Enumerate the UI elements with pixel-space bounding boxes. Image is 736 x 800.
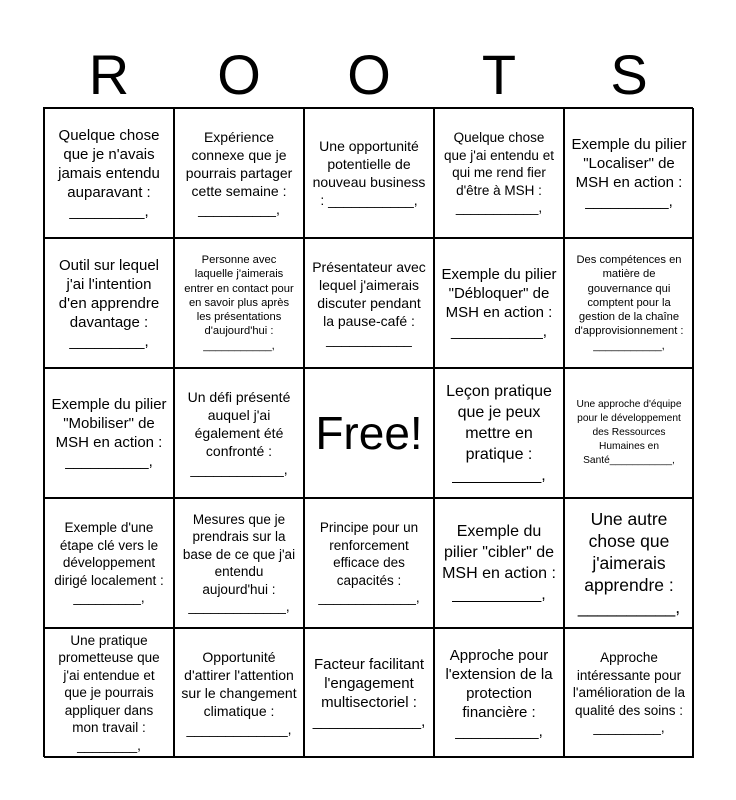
free-space[interactable]: Free! bbox=[304, 368, 434, 498]
bingo-cell[interactable]: Personne avec laquelle j'aimerais entrer en contact pour en savoir plus après les présentations d'aujourd'hui : ___________, bbox=[174, 238, 304, 368]
bingo-cell[interactable]: Outil sur lequel j'ai l'intention d'en apprendre davantage : _________, bbox=[44, 238, 174, 368]
bingo-cell[interactable]: Une opportunité potentielle de nouveau business : ___________, bbox=[304, 108, 434, 238]
bingo-cell[interactable]: Exemple d'une étape clé vers le développement dirigé localement : _________, bbox=[44, 498, 174, 628]
bingo-cell[interactable]: Quelque chose que je n'avais jamais entendu auparavant : _________, bbox=[44, 108, 174, 238]
title-letter: T bbox=[481, 43, 517, 106]
title-letter: R bbox=[88, 43, 130, 106]
bingo-cell[interactable]: Expérience connexe que je pourrais partager cette semaine : __________, bbox=[174, 108, 304, 238]
title-letter: O bbox=[217, 43, 261, 106]
bingo-cell[interactable]: Approche pour l'extension de la protection financière : __________, bbox=[434, 628, 564, 758]
bingo-cell[interactable]: Principe pour un renforcement efficace des capacités : _____________, bbox=[304, 498, 434, 628]
bingo-cell[interactable]: Une pratique prometteuse que j'ai entendue et que je pourrais appliquer dans mon travail : ________, bbox=[44, 628, 174, 758]
bingo-cell[interactable]: Exemple du pilier "Mobiliser" de MSH en action : __________, bbox=[44, 368, 174, 498]
bingo-cell[interactable]: Leçon pratique que je peux mettre en pratique : __________, bbox=[434, 368, 564, 498]
bingo-grid bbox=[43, 107, 693, 757]
bingo-cell[interactable]: Des compétences en matière de gouvernance qui comptent pour la gestion de la chaîne d'approvisionnement : ___________, bbox=[564, 238, 694, 368]
bingo-cell[interactable]: Opportunité d'attirer l'attention sur le changement climatique : _____________, bbox=[174, 628, 304, 758]
bingo-cell[interactable]: Facteur facilitant l'engagement multisectoriel : _____________, bbox=[304, 628, 434, 758]
bingo-cell[interactable]: Un défi présenté auquel j'ai également été confronté : ____________, bbox=[174, 368, 304, 498]
title-letter: O bbox=[347, 43, 391, 106]
bingo-cell[interactable]: Exemple du pilier "Localiser" de MSH en action : __________, bbox=[564, 108, 694, 238]
title-letter: S bbox=[610, 43, 648, 106]
bingo-cell[interactable]: Exemple du pilier "cibler" de MSH en action : __________, bbox=[434, 498, 564, 628]
bingo-cell[interactable]: Approche intéressante pour l'amélioration de la qualité des soins : _________, bbox=[564, 628, 694, 758]
bingo-cell[interactable]: Présentateur avec lequel j'aimerais discuter pendant la pause-café : ___________ bbox=[304, 238, 434, 368]
bingo-cell[interactable]: Une autre chose que j'aimerais apprendre : __________, bbox=[564, 498, 694, 628]
bingo-title bbox=[44, 40, 694, 110]
bingo-cell[interactable]: Une approche d'équipe pour le développement des Ressources Humaines en Santé___________, bbox=[564, 368, 694, 498]
bingo-cell[interactable]: Exemple du pilier "Débloquer" de MSH en action : ___________, bbox=[434, 238, 564, 368]
bingo-cell[interactable]: Quelque chose que j'ai entendu et qui me rend fier d'être à MSH : ___________, bbox=[434, 108, 564, 238]
bingo-cell[interactable]: Mesures que je prendrais sur la base de ce que j'ai entendu aujourd'hui : _____________, bbox=[174, 498, 304, 628]
